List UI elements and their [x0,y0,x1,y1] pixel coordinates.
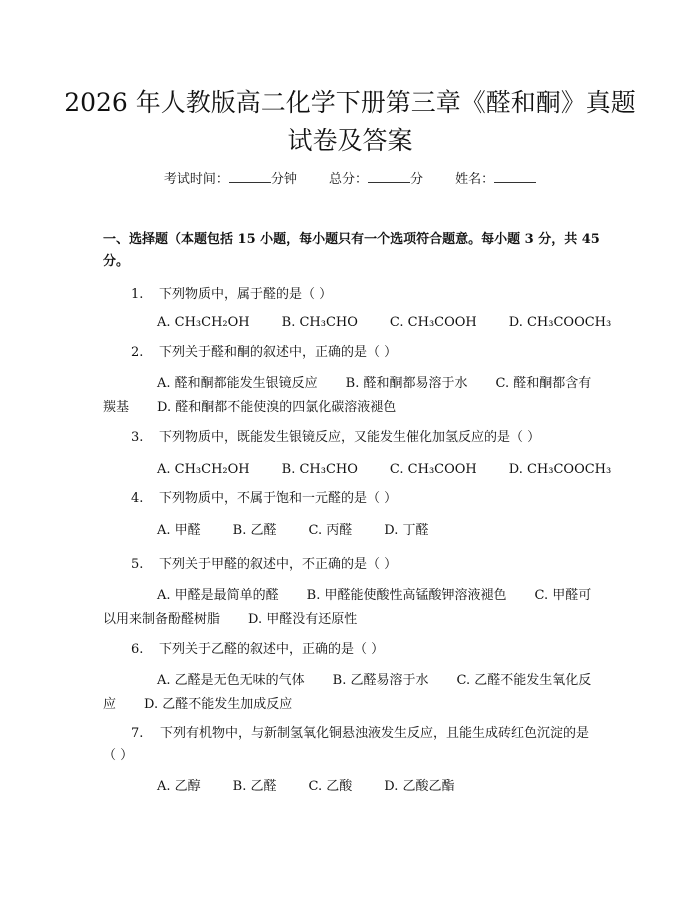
question-5 [103,554,603,576]
question-6 [103,639,603,661]
score-label: 总分： [328,172,368,187]
option-c: C. 醛和酮都含有羰基 [103,376,592,415]
option-b: B. CH₃CHO [281,462,358,477]
exam-time [164,172,297,187]
options-2 [103,372,596,420]
option-a: A. CH₃CH₂OH [157,315,250,330]
question-2 [103,342,603,364]
options-3 [103,458,612,482]
page-title: 2026 年人教版高二化学下册第三章《醛和酮》真题试卷及答案 [64,88,636,155]
question-text: 下列关于醛和酮的叙述中，正确的是（ ） [159,345,398,360]
score-blank [368,170,410,183]
option-d: D. CH₃COOCH₃ [508,315,612,330]
option-a: A. 乙醛是无色无味的气体 [157,673,305,688]
option-d: D. 醛和酮都不能使溴的四氯化碳溶液褪色 [157,400,397,415]
option-c: C. 甲醛可以用来制备酚醛树脂 [103,588,592,627]
option-d: D. CH₃COOCH₃ [508,462,612,477]
option-b: B. 甲醛能使酸性高锰酸钾溶液褪色 [306,588,507,603]
question-number: 4. [131,491,144,506]
option-d: D. 甲醛没有还原性 [248,612,358,627]
option-c: C. CH₃COOH [389,462,477,477]
option-a: A. 乙醇 [157,779,201,794]
question-text: 下列关于乙醛的叙述中，正确的是（ ） [159,642,385,657]
option-a: A. CH₃CH₂OH [157,462,250,477]
question-text: 下列关于甲醛的叙述中，不正确的是（ ） [159,557,398,572]
option-b: B. 乙醛易溶于水 [332,673,429,688]
question-4 [103,488,603,510]
question-text: 下列有机物中，与新制氢氧化铜悬浊液发生反应，且能生成砖红色沉淀的是（ ） [103,726,589,763]
question-number: 2. [131,345,144,360]
option-b: B. 乙醛 [232,523,277,538]
options-1 [103,311,612,335]
options-7 [103,775,603,799]
option-d: D. 丁醛 [384,523,429,538]
name-blank [494,170,536,183]
option-b: B. 乙醛 [232,779,277,794]
time-blank [229,170,271,183]
question-number: 5. [131,557,144,572]
option-c: C. CH₃COOH [389,315,477,330]
question-number: 7. [131,726,144,741]
option-d: D. 乙醛不能发生加成反应 [144,697,293,712]
option-b: B. 醛和酮都易溶于水 [345,376,468,391]
question-text: 下列物质中，不属于饱和一元醛的是（ ） [159,491,398,506]
score-unit: 分 [410,172,424,187]
exam-score [329,172,423,187]
options-6 [103,669,596,717]
options-4 [103,519,603,543]
question-text: 下列物质中，属于醛的是（ ） [159,287,333,302]
name-label: 姓名： [455,172,495,187]
question-1 [103,284,603,306]
options-5 [103,584,596,632]
question-number: 3. [131,430,144,445]
question-text: 下列物质中，既能发生银镜反应，又能发生催化加氢反应的是（ ） [159,430,541,445]
exam-name [455,172,536,187]
question-number: 1. [131,287,144,302]
question-7 [103,723,596,767]
option-a: A. 甲醛是最简单的醛 [157,588,279,603]
question-number: 6. [131,642,144,657]
option-c: C. 乙酸 [308,779,353,794]
time-label: 考试时间： [163,172,229,187]
option-b: B. CH₃CHO [281,315,358,330]
section-heading: 一、选择题（本题包括 15 小题，每小题只有一个选项符合题意。每小题 3 分，共 45 分。 [103,232,600,269]
question-3 [103,427,603,449]
option-c: C. 乙醛不能发生氧化反应 [103,673,592,712]
option-a: A. 甲醛 [157,523,201,538]
option-c: C. 丙醛 [308,523,353,538]
option-d: D. 乙酸乙酯 [384,779,455,794]
exam-meta [0,168,700,187]
option-a: A. 醛和酮都能发生银镜反应 [157,376,318,391]
time-unit: 分钟 [270,172,297,187]
